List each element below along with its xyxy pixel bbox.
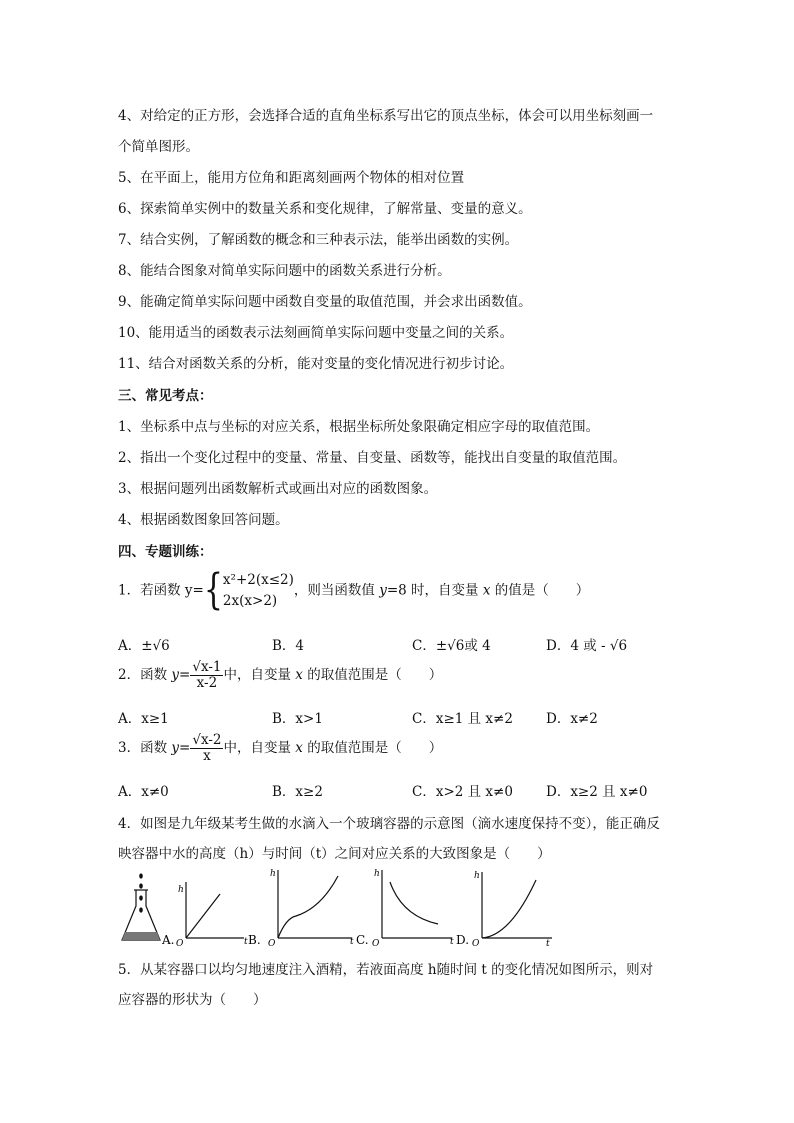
flask-illustration bbox=[122, 873, 160, 940]
question-4-line1: 4．如图是九年级某考生做的水滴入一个玻璃容器的示意图（滴水速度保持不变），能正确反 bbox=[118, 816, 660, 832]
q1-option-b[interactable]: B．4 bbox=[272, 638, 305, 654]
graph-c-origin: O bbox=[372, 939, 380, 949]
objective-9: 9、能确定简单实际问题中函数自变量的取值范围，并会求出函数值。 bbox=[118, 294, 532, 310]
graph-a-axis-t: t bbox=[244, 937, 248, 947]
q1-option-a[interactable]: A．±√6 bbox=[118, 638, 170, 654]
question-5-line1: 5．从某容器口以均匀地速度注入酒精，若液面高度 h随时间 t 的变化情况如图所示，则对 bbox=[118, 962, 654, 978]
q3-var-y: y bbox=[171, 739, 180, 756]
q4-option-b-label[interactable]: B. bbox=[248, 933, 261, 947]
q2-var-x: x bbox=[295, 666, 303, 683]
q2-denominator: x-2 bbox=[196, 674, 218, 691]
q1-brace: { bbox=[203, 565, 223, 615]
objective-4-line1: 4、对给定的正方形，会选择合适的直角坐标系写出它的顶点坐标，体会可以用坐标刻画一 bbox=[118, 108, 654, 124]
graph-b-axis-t: t bbox=[350, 937, 354, 947]
question-2 bbox=[118, 660, 442, 691]
section3-heading: 三、常见考点： bbox=[118, 388, 213, 404]
q1-case1: x²+2(x≤2) bbox=[222, 572, 294, 588]
objective-8: 8、能结合图象对简单实际问题中的函数关系进行分析。 bbox=[118, 263, 451, 279]
question-1 bbox=[118, 565, 590, 615]
graph-a-origin: O bbox=[176, 939, 184, 949]
q3-option-a[interactable]: A．x≠0 bbox=[118, 784, 169, 800]
q2-var-y: y bbox=[171, 666, 180, 683]
graph-d-axis-t: t bbox=[546, 939, 550, 949]
q4-figure bbox=[116, 862, 566, 950]
question-3 bbox=[118, 733, 442, 764]
q2-fraction bbox=[190, 660, 223, 691]
graph-d-origin: O bbox=[472, 939, 480, 949]
q3-suffix-a: 中，自变量 bbox=[223, 739, 296, 756]
q4-graph-d bbox=[472, 871, 552, 949]
q3-option-c[interactable]: C．x>2 且 x≠0 bbox=[412, 784, 513, 800]
graph-c-axis-t: t bbox=[450, 937, 454, 947]
graph-d-axis-h: h bbox=[474, 871, 480, 881]
graph-a-axis-h: h bbox=[178, 885, 184, 895]
q4-option-d-label[interactable]: D. bbox=[456, 933, 470, 947]
q4-graph-a bbox=[176, 882, 244, 949]
q1-suffix-b: =8 时，自变量 bbox=[386, 582, 483, 599]
q2-option-a[interactable]: A．x≥1 bbox=[118, 711, 169, 727]
objective-11: 11、结合对函数关系的分析，能对变量的变化情况进行初步讨论。 bbox=[118, 356, 514, 372]
graph-c-axis-h: h bbox=[374, 869, 380, 879]
graph-b-axis-h: h bbox=[270, 869, 276, 879]
q2-eq: = bbox=[179, 666, 191, 683]
q1-option-d[interactable]: D．4 或 - √6 bbox=[546, 638, 628, 654]
objective-10: 10、能用适当的函数表示法刻画简单实际问题中变量之间的关系。 bbox=[118, 325, 514, 341]
q3-option-b[interactable]: B．x≥2 bbox=[272, 784, 323, 800]
q2-option-c[interactable]: C．x≥1 且 x≠2 bbox=[412, 711, 513, 727]
q4-graph-b bbox=[268, 869, 354, 949]
q1-var-x: x bbox=[482, 582, 491, 599]
q4-graph-c bbox=[372, 869, 454, 949]
q3-var-x: x bbox=[295, 739, 303, 756]
q3-eq: = bbox=[179, 739, 191, 756]
q1-suffix-a: ，则当函数值 bbox=[293, 582, 380, 599]
q3-suffix-b: 的取值范围是（ ） bbox=[302, 739, 443, 756]
q3-denominator: x bbox=[203, 747, 211, 764]
q2-prefix: 2．函数 bbox=[118, 666, 172, 683]
graph-b-origin: O bbox=[268, 939, 276, 949]
objective-4-line2: 个简单图形。 bbox=[118, 139, 199, 155]
q4-option-c-label[interactable]: C. bbox=[356, 933, 369, 947]
q1-suffix-c: 的值是（ ） bbox=[490, 582, 590, 599]
q3-prefix: 3．函数 bbox=[118, 739, 172, 756]
objective-6: 6、探索简单实例中的数量关系和变化规律，了解常量、变量的意义。 bbox=[118, 201, 532, 217]
exam-point-2: 2、指出一个变化过程中的变量、常量、自变量、函数等，能找出自变量的取值范围。 bbox=[118, 450, 627, 466]
objective-7: 7、结合实例，了解函数的概念和三种表示法，能举出函数的实例。 bbox=[118, 232, 519, 248]
q2-suffix-a: 中，自变量 bbox=[223, 666, 296, 683]
q1-var-y: y bbox=[379, 582, 387, 599]
exam-point-1: 1、坐标系中点与坐标的对应关系，根据坐标所处象限确定相应字母的取值范围。 bbox=[118, 419, 600, 435]
q3-fraction bbox=[190, 733, 223, 764]
q4-option-a-label[interactable]: A. bbox=[162, 933, 175, 947]
question-5-line2: 应容器的形状为（ ） bbox=[118, 992, 267, 1008]
q2-option-b[interactable]: B．x>1 bbox=[272, 711, 323, 727]
q1-cases bbox=[223, 570, 294, 612]
exam-point-3: 3、根据问题列出函数解析式或画出对应的函数图象。 bbox=[118, 481, 438, 497]
exam-point-4: 4、根据函数图象回答问题。 bbox=[118, 512, 289, 528]
objective-5: 5、在平面上，能用方位角和距离刻画两个物体的相对位置 bbox=[118, 170, 465, 186]
q1-option-c[interactable]: C．±√6或 4 bbox=[412, 638, 491, 654]
q3-option-d[interactable]: D．x≥2 且 x≠0 bbox=[546, 784, 648, 800]
q2-option-d[interactable]: D．x≠2 bbox=[546, 711, 598, 727]
q1-prefix: 1．若函数 y= bbox=[118, 582, 204, 599]
question-4-line2: 映容器中水的高度（h）与时间（t）之间对应关系的大致图象是（ ） bbox=[118, 846, 551, 862]
q3-numerator: √x-2 bbox=[192, 732, 222, 748]
q2-numerator: √x-1 bbox=[192, 659, 222, 675]
q2-suffix-b: 的取值范围是（ ） bbox=[302, 666, 443, 683]
section4-heading: 四、专题训练： bbox=[118, 544, 213, 560]
q1-case2: 2x(x>2) bbox=[222, 592, 278, 609]
